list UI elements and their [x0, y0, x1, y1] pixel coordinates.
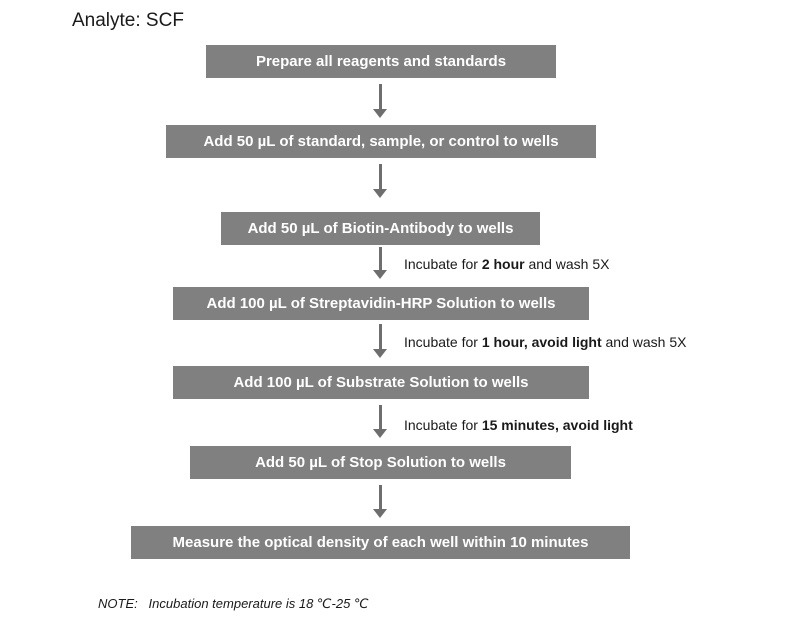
step-measure-od: Measure the optical density of each well within 10 minutes	[131, 526, 630, 559]
arrow-down-icon	[373, 84, 387, 118]
step-add-sample: Add 50 µL of standard, sample, or control to wells	[166, 125, 596, 158]
incubation-suffix: and wash 5X	[601, 334, 687, 350]
incubation-duration: 2 hour	[481, 256, 525, 272]
incubation-prefix: Incubate for	[404, 334, 482, 350]
incubation-note	[404, 417, 633, 433]
incubation-suffix: and wash 5X	[524, 256, 610, 272]
incubation-duration: 15 minutes, avoid light	[481, 417, 633, 433]
step-add-streptavidin-hrp: Add 100 µL of Streptavidin-HRP Solution to wells	[173, 287, 589, 320]
incubation-note	[404, 256, 609, 272]
arrow-down-icon	[373, 485, 387, 518]
arrow-down-icon	[373, 405, 387, 438]
step-add-stop-solution: Add 50 µL of Stop Solution to wells	[190, 446, 571, 479]
incubation-prefix: Incubate for	[404, 417, 482, 433]
incubation-prefix: Incubate for	[404, 256, 482, 272]
arrow-down-icon	[373, 164, 387, 198]
incubation-duration: 1 hour, avoid light	[481, 334, 602, 350]
page-title: Analyte: SCF	[72, 10, 184, 31]
incubation-note	[404, 334, 686, 350]
temperature-note: NOTE: Incubation temperature is 18 ℃-25 ℃	[98, 596, 369, 611]
arrow-down-icon	[373, 324, 387, 358]
step-prepare-reagents: Prepare all reagents and standards	[206, 45, 556, 78]
step-add-biotin-antibody: Add 50 µL of Biotin-Antibody to wells	[221, 212, 540, 245]
arrow-down-icon	[373, 247, 387, 279]
step-add-substrate: Add 100 µL of Substrate Solution to wells	[173, 366, 589, 399]
